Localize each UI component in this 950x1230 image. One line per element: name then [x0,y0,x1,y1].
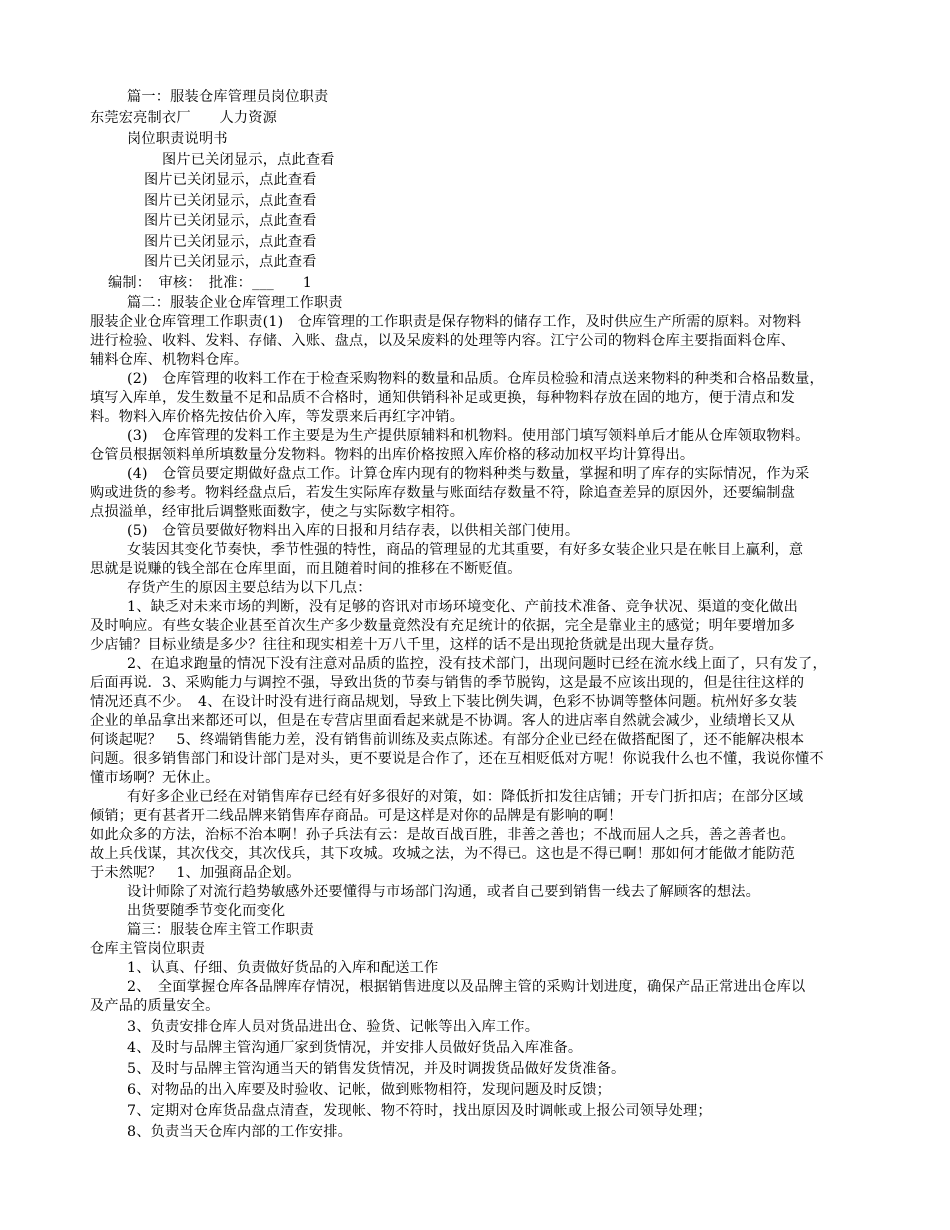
image-placeholder-link[interactable]: 图片已关闭显示，点此查看 [144,213,317,229]
text-line: 有好多企业已经在对销售库存已经有好多很好的对策，如：降低折扣发往店铺；开专门折扣店；在部分区域 [127,789,804,805]
text-line: 2、在追求跑量的情况下没有注意对品质的监控，没有技术部门，出现问题时已经在流水线上面了，只有发了， [127,656,827,672]
text-line: (5) 仓管员要做好物料出入库的日报和月结存表，以供相关部门使用。 [127,523,580,539]
list-item: 3、负责安排仓库人员对货品进出仓、验货、记帐等出入库工作。 [127,1019,540,1035]
image-placeholder-link[interactable]: 图片已关闭显示，点此查看 [162,152,335,168]
text-line: 故上兵伐谋，其次伐交，其次伐兵，其下攻城。攻城之法，为不得已。这也是不得已啊！那如何才能做才能防范 [90,846,795,862]
section-heading-2: 篇二：服装企业仓库管理工作职责 [127,295,343,311]
list-item: 6、对物品的出入库要及时验收、记帐，做到账物相符，发现问题及时反馈； [127,1082,612,1098]
section-heading-1: 篇一：服装仓库管理员岗位职责 [127,89,329,105]
text-line: (4) 仓管员要定期做好盘点工作。计算仓库内现有的物料种类与数量，掌握和明了库存的实际情况，作为采 [127,466,810,482]
doc-subtitle: 岗位职责说明书 [127,131,228,147]
text-line: 后面再说．3、采购能力与调控不强，导致出货的节奏与销售的季节脱钩，这是最不应该出现的，但是往往这样的 [90,675,805,691]
text-line: 辅料仓库、机物料仓库。 [90,352,249,368]
text-line: 购或进货的参考。物料经盘点后，若发生实际库存数量与账面结存数量不符，除追查差异的原因外，还要编制盘 [90,485,795,501]
list-item: 2、 全面掌握仓库各品牌库存情况，根据销售进度以及品牌主管的采购计划进度，确保产品正常进出仓库以 [127,979,806,995]
text-line: 何谈起呢？ 5、终端销售能力差，没有销售前训练及卖点陈述。有部分企业已经在做搭配图了，还不能解决根本 [90,732,805,748]
text-line: (2) 仓库管理的收料工作在于检查采购物料的数量和品质。仓库员检验和清点送来物料的种类和合格品数量， [127,371,824,387]
text-line: 及产品的质量安全。 [90,998,220,1014]
text-line: 于未然呢？ 1、加强商品企划。 [90,865,301,881]
image-placeholder-link[interactable]: 图片已关闭显示，点此查看 [144,172,317,188]
section-heading-3: 篇三：服装仓库主管工作职责 [127,922,315,938]
text-line: (3) 仓库管理的发料工作主要是为生产提供原辅料和机物料。使用部门填写领料单后才能从仓库领取物料。 [127,428,810,444]
approval-line: 编制： 审核： 批准：___ 1 [108,275,312,291]
text-line: 进行检验、收料、发料、存储、入账、盘点，以及呆废料的处理等内容。江宁公司的物料仓库主要指面料仓库、 [90,333,795,349]
list-item: 1、认真、仔细、负责做好货品的入库和配送工作 [127,960,439,976]
text-line: 思就是说赚的钱全部在仓库里面，而且随着时间的推移在不断贬值。 [90,561,522,577]
text-line: 倾销；更有甚者开二线品牌来销售库存商品。可是这样是对你的品牌是有影响的啊！ [90,808,623,824]
text-line: 少店铺？目标业绩是多少？往往和现实相差十万八千里，这样的话不是出现抢货就是出现大量存货。 [90,637,724,653]
list-item: 5、及时与品牌主管沟通当天的销售发货情况，并及时调拨货品做好发货准备。 [127,1061,626,1077]
text-line: 点损溢单，经审批后调整账面数字，使之与实际数字相符。 [90,504,465,520]
text-line: 情况还真不少。 4、在设计时没有进行商品规划，导致上下装比例失调，色彩不协调等整体问题。杭州好多女装 [90,694,798,710]
list-item: 8、负责当天仓库内部的工作安排。 [127,1124,353,1140]
text-line: 出货要随季节变化而变化 [127,903,286,919]
text-line: 懂市场啊？无休止。 [90,770,220,786]
text-line: 1、缺乏对未来市场的判断，没有足够的咨讯对市场环境变化、产前技术准备、竞争状况、渠道的变化做出 [127,599,799,615]
text-line: 女装因其变化节奏快，季节性强的特性，商品的管理显的尤其重要，有好多女装企业只是在帐目上赢利，意 [127,542,804,558]
list-item: 7、定期对仓库货品盘点清查，发现帐、物不符时，找出原因及时调帐或上报公司领导处理； [127,1103,712,1119]
text-line: 及时响应。有些女装企业甚至首次生产多少数量竟然没有充足统计的依据，完全是靠业主的感觉；明年要增加多 [90,618,795,634]
text-line: 填写入库单，发生数量不足和品质不合格时，通知供销科补足或更换，每种物料存放在固的地方，便于清点和发 [90,390,795,406]
text-line: 企业的单品拿出来都还可以，但是在专营店里面看起来就是不协调。客人的进店率自然就会减少，业绩增长又从 [90,713,795,729]
text-line: 如此众多的方法，治标不治本啊！孙子兵法有云：是故百战百胜，非善之善也；不战而屈人之兵，善之善者也。 [90,827,795,843]
text-line: 存货产生的原因主要总结为以下几点： [127,580,372,596]
company-line: 东莞宏亮制衣厂 人力资源 [90,110,278,126]
text-line: 料。物料入库价格先按估价入库，等发票来后再红字冲销。 [90,409,465,425]
text-line: 设计师除了对流行趋势敏感外还要懂得与市场部门沟通，或者自己要到销售一线去了解顾客的想法。 [127,884,761,900]
subsection-title: 仓库主管岗位职责 [90,941,206,957]
text-line: 服装企业仓库管理工作职责(1) 仓库管理的工作职责是保存物料的储存工作，及时供应生产所需的原料。对物料 [90,314,802,330]
text-line: 问题。很多销售部门和设计部门是对头，更不要说是合作了，还在互相贬低对方呢！你说我什么也不懂，我说你懂不 [90,751,824,767]
image-placeholder-link[interactable]: 图片已关闭显示，点此查看 [144,193,317,209]
image-placeholder-link[interactable]: 图片已关闭显示，点此查看 [144,254,317,270]
image-placeholder-link[interactable]: 图片已关闭显示，点此查看 [144,234,317,250]
text-line: 仓管员根据领料单所填数量分发物料。物料的出库价格按照入库价格的移动加权平均计算得出。 [90,447,695,463]
list-item: 4、及时与品牌主管沟通厂家到货情况，并安排人员做好货品入库准备。 [127,1040,583,1056]
